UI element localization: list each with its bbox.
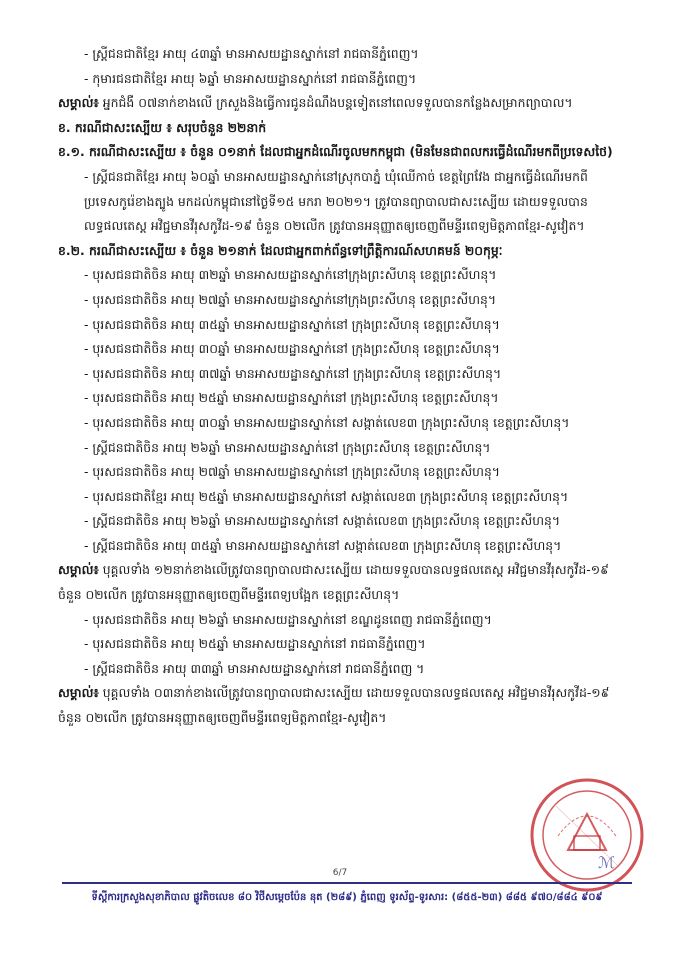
list-item: - ស្ត្រីជនជាតិខ្មែរ អាយុ ៦០ឆ្នាំ មានអាសយដ្ឋានស្នាក់នៅស្រុកបាភ្នំ ឃុំឈើកាច់ ខេត្តព្រៃវែង ជាអ្នកធ្វើដំណើរមកពីប្រទេសកូរ៉េខាងត្បូង មកដល់កម្ពុជានៅថ្ងៃទី១៥ មករា ២០២១។ ត្រូវបានព្យាបាលជាសះស្បើយ ដោយទទួលបានលទ្ធផលតេស្ត អវិជ្ជមានវីរុសកូវីដ-១៩ ចំនួន ០២លើក ត្រូវបានអនុញ្ញាតឲ្យចេញពីមន្ទីរពេទ្យមិត្តភាពខ្មែរ-សូវៀត។	[84, 168, 588, 234]
document-body	[58, 42, 618, 731]
list-item: - បុរសជនជាតិចិន អាយុ ៣២ឆ្នាំ មានអាសយដ្ឋានស្នាក់នៅក្រុងព្រះសីហនុ ខេត្តព្រះសីហនុ។	[84, 267, 497, 283]
list-item: - បុរសជនជាតិចិន អាយុ ៣០ឆ្នាំ មានអាសយដ្ឋានស្នាក់នៅ សង្កាត់លេខ៣ ក្រុងព្រះសីហនុ ខេត្តព្រះសីហនុ។	[84, 414, 570, 430]
list-item: - បុរសជនជាតិចិន អាយុ ២៧ឆ្នាំ មានអាសយដ្ឋានស្នាក់នៅ ក្រុងព្រះសីហនុ ខេត្តព្រះសីហនុ។	[84, 464, 500, 480]
note-text: បុគ្គលទាំង ១២នាក់ខាងលើត្រូវបានព្យាបាលជាសះស្បើយ ដោយទទួលបានលទ្ធផលតេស្ត អវិជ្ជមានវីរុសកូវីដ-១៩ ចំនួន ០២លើក ត្រូវបានអនុញ្ញាតឲ្យចេញពីមន្ទីរពេទ្យបង្អែក ខេត្តព្រះសីហនុ។	[58, 562, 609, 603]
note-text: អ្នកជំងឺ ០៧នាក់ខាងលើ ក្រសួងនិងធ្វើការជូនដំណឹងបន្តទៀតនៅពេលទទួលបានកន្លែងសម្រាកព្យាបាល។	[102, 95, 573, 111]
svg-text:ℳ: ℳ	[598, 853, 616, 872]
section-heading: ខ. ករណីជាសះស្បើយ ៖ សរុបចំនួន ២២នាក់	[58, 119, 267, 135]
list-item: - ស្ត្រីជនជាតិចិន អាយុ ៣៥ឆ្នាំ មានអាសយដ្ឋានស្នាក់នៅ សង្កាត់លេខ៣ ក្រុងព្រះសីហនុ ខេត្តព្រះសីហនុ។	[84, 537, 562, 553]
list-item: - បុរសជនជាតិចិន អាយុ ៣០ឆ្នាំ មានអាសយដ្ឋានស្នាក់នៅ ក្រុងព្រះសីហនុ ខេត្តព្រះសីហនុ។	[84, 341, 500, 357]
list-item: - បុរសជនជាតិចិន អាយុ ២៥ឆ្នាំ មានអាសយដ្ឋានស្នាក់នៅ រាជធានីភ្នំពេញ។	[84, 636, 426, 652]
subsection-heading: ខ.១. ករណីជាសះស្បើយ ៖ ចំនួន ០១នាក់ ដែលជាអ្នកដំណើរចូលមកកម្ពុជា (មិនមែនជាពលករធ្វើដំណើរមកពីប្រទេសថៃ)	[58, 144, 613, 160]
note-label: សម្គាល់៖	[58, 95, 99, 111]
note-paragraph	[58, 558, 618, 607]
list-item: - បុរសជនជាតិចិន អាយុ ២៦ឆ្នាំ មានអាសយដ្ឋានស្នាក់នៅ ខណ្ឌដូនពេញ រាជធានីភ្នំពេញ។	[84, 611, 492, 627]
list-item: - បុរសជនជាតិចិន អាយុ ២៥ឆ្នាំ មានអាសយដ្ឋានស្នាក់នៅ ក្រុងព្រះសីហនុ ខេត្តព្រះសីហនុ។	[84, 390, 499, 406]
list-item: - ស្ត្រីជនជាតិចិន អាយុ ៣៣ឆ្នាំ មានអាសយដ្ឋានស្នាក់នៅ រាជធានីភ្នំពេញ ។	[84, 660, 425, 676]
note-label: សម្គាល់៖	[58, 685, 99, 701]
footer-divider	[62, 882, 632, 884]
subsection-heading: ខ.២. ករណីជាសះស្បើយ ៖ ចំនួន ២១នាក់ ដែលជាអ្នកពាក់ព័ន្ធទៅព្រឹត្តិការណ៍សហគមន៍ ២០កុម្ភៈ	[58, 242, 503, 258]
note-paragraph	[58, 91, 618, 116]
list-item: - បុរសជនជាតិចិន អាយុ ៣៥ឆ្នាំ មានអាសយដ្ឋានស្នាក់នៅ ក្រុងព្រះសីហនុ ខេត្តព្រះសីហនុ។	[84, 316, 500, 332]
list-item: - បុរសជនជាតិចិន អាយុ ២៧ឆ្នាំ មានអាសយដ្ឋានស្នាក់នៅក្រុងព្រះសីហនុ ខេត្តព្រះសីហនុ។	[84, 291, 497, 307]
list-item: - បុរសជនជាតិចិន អាយុ ៣៧ឆ្នាំ មានអាសយដ្ឋានស្នាក់នៅ ក្រុងព្រះសីហនុ ខេត្តព្រះសីហនុ។	[84, 365, 502, 381]
list-item: - ស្ត្រីជនជាតិចិន អាយុ ២៦ឆ្នាំ មានអាសយដ្ឋានស្នាក់នៅ ក្រុងព្រះសីហនុ ខេត្តព្រះសីហនុ។	[84, 439, 491, 455]
footer-address: ទីស្តីការក្រសួងសុខាភិបាល ផ្លូវតិចលេខ ៨០ វិថីសម្តេចប៉ែន នុត (២៨៩) ភ្នំពេញ ទូរស័ព្ទ-ទូរសារ: (៨៥៥-២៣) ៨៨៥ ៩៧០/៨៨៤ ៩០៩	[91, 892, 603, 903]
note-paragraph	[58, 681, 618, 730]
list-item: - បុរសជនជាតិខ្មែរ អាយុ ២៥ឆ្នាំ មានអាសយដ្ឋានស្នាក់នៅ សង្កាត់លេខ៣ ក្រុងព្រះសីហនុ ខេត្តព្រះសីហនុ។	[84, 488, 569, 504]
list-item: - កុមារជនជាតិខ្មែរ អាយុ ៦ឆ្នាំ មានអាសយដ្ឋានស្នាក់នៅ រាជធានីភ្នំពេញ។	[84, 70, 417, 86]
list-item: - ស្ត្រីជនជាតិខ្មែរ អាយុ ៤៣ឆ្នាំ មានអាសយដ្ឋានស្នាក់នៅ រាជធានីភ្នំពេញ។	[84, 46, 419, 61]
page-number: 6/7	[332, 868, 348, 878]
note-text: បុគ្គលទាំង ០៣នាក់ខាងលើត្រូវបានព្យាបាលជាសះស្បើយ ដោយទទួលបានលទ្ធផលតេស្ត អវិជ្ជមានវីរុសកូវីដ-១៩ ចំនួន ០២លើក ត្រូវបានអនុញ្ញាតឲ្យចេញពីមន្ទីរពេទ្យមិត្តភាពខ្មែរ-សូវៀត។	[58, 685, 610, 726]
list-item: - ស្ត្រីជនជាតិចិន អាយុ ២៦ឆ្នាំ មានអាសយដ្ឋានស្នាក់នៅ សង្កាត់លេខ៣ ក្រុងព្រះសីហនុ ខេត្តព្រះសីហនុ។	[84, 513, 561, 529]
note-label: សម្គាល់៖	[58, 562, 99, 578]
